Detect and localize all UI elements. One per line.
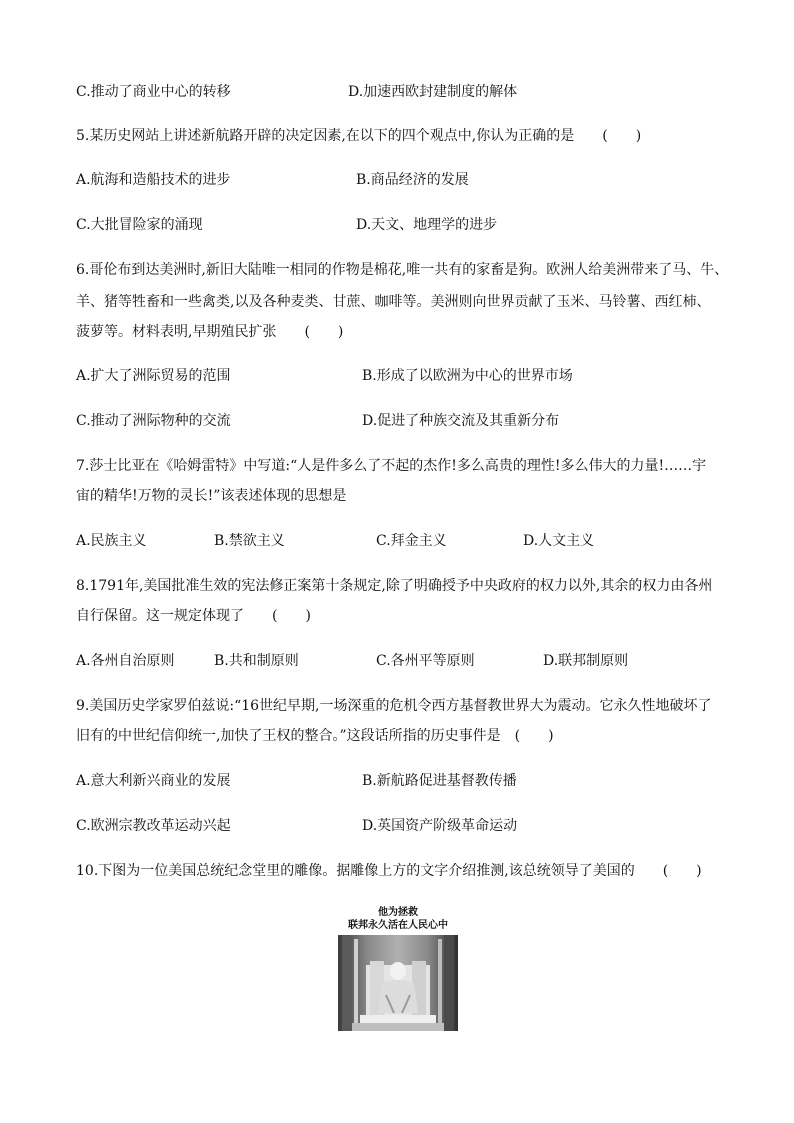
q8-option-a: A.各州自治原则	[76, 653, 175, 669]
q5-stem: 5.某历史网站上讲述新航路开辟的决定因素,在以下的四个观点中,你认为正确的是 ( )	[76, 128, 642, 144]
q4-option-d: D.加速西欧封建制度的解体	[348, 84, 518, 100]
q8-option-d: D.联邦制原则	[543, 653, 629, 669]
lincoln-statue-photo	[338, 935, 458, 1031]
q8-stem-line-1: 8.1791年,美国批准生效的宪法修正案第十条规定,除了明确授予中央政府的权力以外,其余的权力由各州	[76, 578, 713, 594]
statue-caption-line-2: 联邦永久活在人民心中	[348, 920, 448, 931]
q4-option-c: C.推动了商业中心的转移	[76, 84, 231, 100]
q5-option-c: C.大批冒险家的涌现	[76, 217, 203, 233]
q9-option-b: B.新航路促进基督教传播	[362, 773, 517, 789]
q8-stem-line-2: 自行保留。这一规定体现了 ( )	[76, 608, 311, 624]
q8-option-c: C.各州平等原则	[376, 653, 475, 669]
q7-option-c: C.拜金主义	[376, 533, 447, 549]
q6-option-d: D.促进了种族交流及其重新分布	[362, 413, 560, 429]
q8-option-b: B.共和制原则	[214, 653, 299, 669]
q9-option-a: A.意大利新兴商业的发展	[76, 773, 231, 789]
lincoln-memorial-figure	[338, 906, 458, 1035]
statue-caption-line-1: 他为拯救	[378, 907, 418, 918]
q5-option-b: B.商品经济的发展	[356, 172, 469, 188]
q6-option-a: A.扩大了洲际贸易的范围	[76, 368, 231, 384]
q7-option-d: D.人文主义	[523, 533, 595, 549]
q6-option-c: C.推动了洲际物种的交流	[76, 413, 231, 429]
q10-stem: 10.下图为一位美国总统纪念堂里的雕像。据雕像上方的文字介绍推测,该总统领导了美国的 ( )	[76, 863, 702, 879]
q9-option-d: D.英国资产阶级革命运动	[362, 818, 518, 834]
q9-stem-line-2: 旧有的中世纪信仰统一,加快了王权的整合。”这段话所指的历史事件是 ( )	[76, 728, 554, 744]
q7-option-a: A.民族主义	[76, 533, 147, 549]
q6-stem-line-1: 6.哥伦布到达美洲时,新旧大陆唯一相同的作物是棉花,唯一共有的家畜是狗。欧洲人给美洲带来了马、牛、	[76, 262, 729, 278]
q6-stem-line-2: 羊、猪等牲畜和一些禽类,以及各种麦类、甘蔗、咖啡等。美洲则向世界贡献了玉米、马铃薯、西红柿、	[76, 294, 711, 310]
q6-stem-line-3: 菠萝等。材料表明,早期殖民扩张 ( )	[76, 324, 344, 340]
q7-stem-line-1: 7.莎士比亚在《哈姆雷特》中写道:“人是件多么了不起的杰作!多么高贵的理性!多么伟大的力量!……宇	[76, 458, 707, 474]
q9-option-c: C.欧洲宗教改革运动兴起	[76, 818, 231, 834]
q5-option-d: D.天文、地理学的进步	[356, 217, 498, 233]
q6-option-b: B.形成了以欧洲为中心的世界市场	[362, 368, 573, 384]
q7-option-b: B.禁欲主义	[214, 533, 285, 549]
q7-stem-line-2: 宙的精华!万物的灵长!”该表述体现的思想是	[76, 488, 347, 504]
q5-option-a: A.航海和造船技术的进步	[76, 172, 231, 188]
q9-stem-line-1: 9.美国历史学家罗伯兹说:“16世纪早期,一场深重的危机令西方基督教世界大为震动。它永久性地破坏了	[76, 698, 712, 714]
